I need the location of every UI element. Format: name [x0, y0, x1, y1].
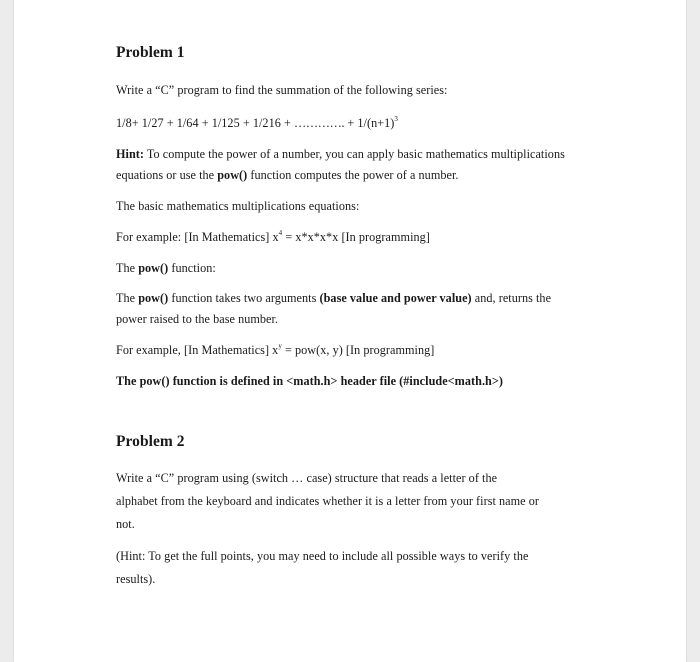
example-1-prefix: For example: [In Mathematics] x [116, 230, 279, 244]
document-page [14, 0, 686, 662]
pow-desc-func: pow() [138, 291, 169, 305]
pow-defined-note: The pow() function is defined in <math.h> header file (#include<math.h>) [116, 374, 503, 388]
hint-text-2-post: function computes the power of a number. [247, 168, 459, 182]
hint-line-2 [116, 168, 459, 183]
pow-heading-func: pow() [138, 261, 169, 275]
problem-2-line-3: not. [116, 517, 135, 531]
pow-heading-pre: The [116, 261, 139, 275]
series-last-term: + 1/(n+1) [344, 116, 395, 130]
series-exponent: 3 [394, 115, 398, 123]
problem-2-line-1: Write a “C” program using (switch … case) structure that reads a letter of the [116, 471, 498, 485]
pow-description-line-2: power raised to the base number. [116, 312, 279, 326]
series-formula [116, 116, 398, 131]
pow-desc-post: and, returns the [471, 291, 552, 305]
example-2-exponent: y [278, 342, 282, 350]
hint-text-2-pre: equations or use the [116, 168, 218, 182]
pow-function-heading [116, 261, 216, 276]
example-2-prefix: For example, [In Mathematics] x [116, 343, 279, 357]
problem-2-hint-line-2: results). [116, 572, 156, 586]
problem-2-hint-line-1: (Hint: To get the full points, you may need to include all possible ways to verify the [116, 549, 529, 563]
hint-text-1: To compute the power of a number, you can apply basic mathematics multiplications [144, 147, 565, 161]
problem-2-title: Problem 2 [116, 433, 185, 450]
example-1-suffix: = x*x*x*x [In programming] [282, 230, 430, 244]
series-dots: …………. [293, 116, 345, 130]
problem-2-line-2: alphabet from the keyboard and indicates whether it is a letter from your first name or [116, 494, 539, 508]
example-2-suffix: = pow(x, y) [In programming] [281, 343, 435, 357]
example-1 [116, 230, 430, 245]
hint-label: Hint: [116, 147, 145, 161]
hint-pow-func: pow() [217, 168, 248, 182]
pow-desc-args: (base value and power value) [319, 291, 472, 305]
pow-heading-post: function: [168, 261, 216, 275]
series-terms: 1/8+ 1/27 + 1/64 + 1/125 + 1/216 + [116, 116, 294, 130]
problem-1-title: Problem 1 [116, 44, 185, 61]
example-1-exponent: 4 [278, 229, 283, 237]
basic-equations-heading: The basic mathematics multiplications equations: [116, 199, 360, 213]
pow-description-line-1 [116, 291, 551, 306]
example-2 [116, 343, 434, 358]
pow-desc-pre: The [116, 291, 139, 305]
pow-desc-mid: function takes two arguments [168, 291, 320, 305]
hint-line-1 [116, 147, 565, 162]
problem-1-intro: Write a “C” program to find the summation of the following series: [116, 83, 448, 97]
